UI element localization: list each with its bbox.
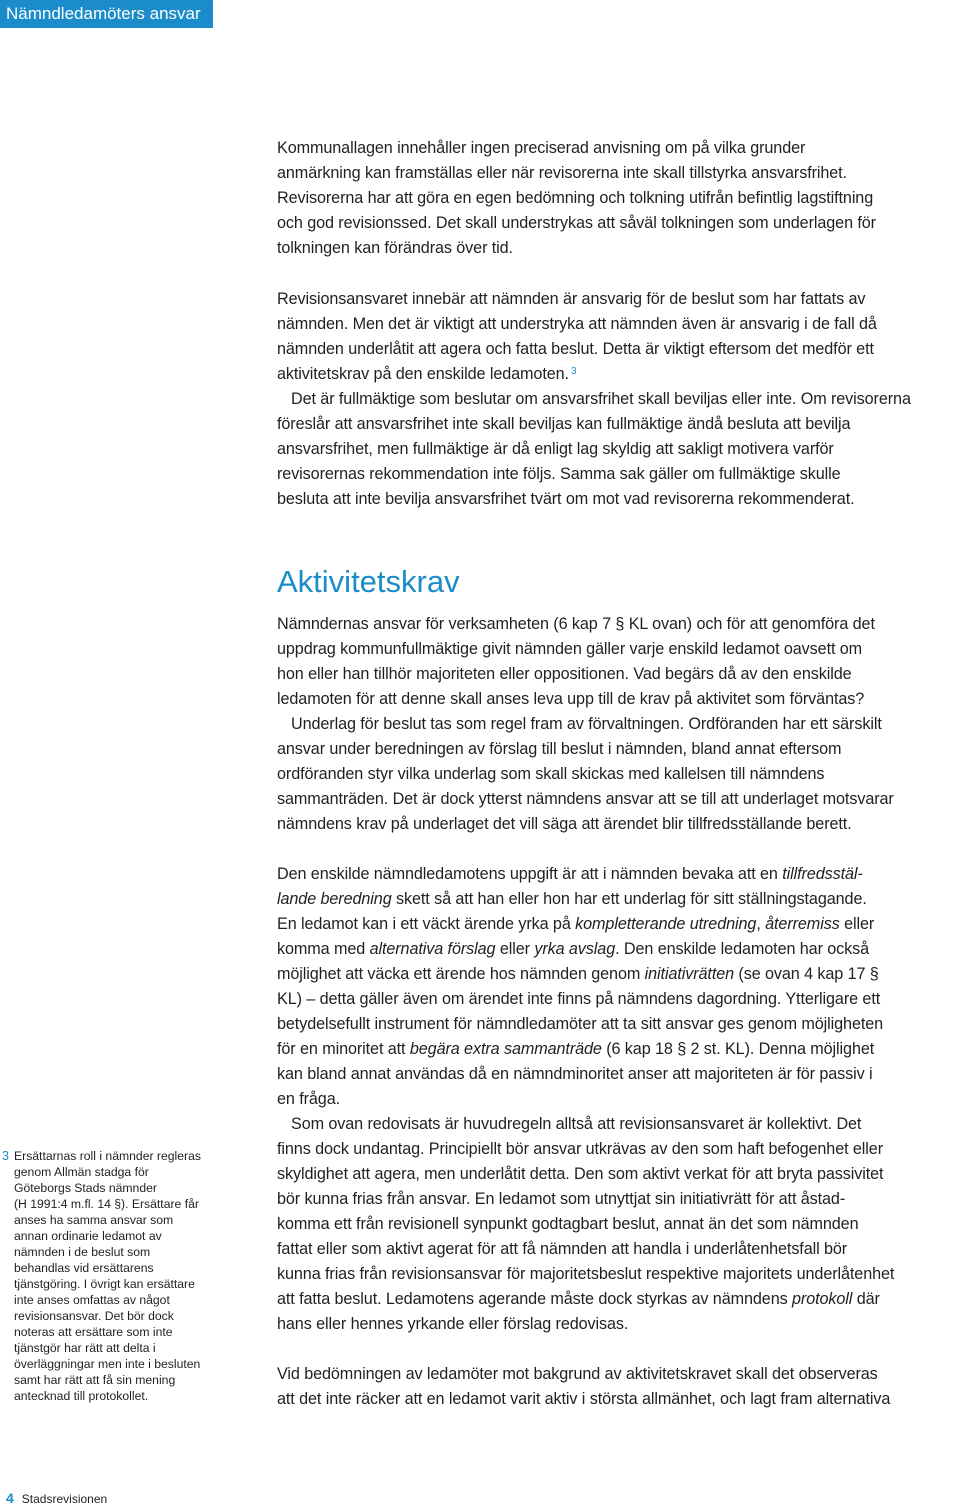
text-line: uppdrag kommunfullmäktige givit nämnden gäller varje enskild ledamot oavsett om <box>277 640 863 658</box>
text-line: nämnden. Men det är viktigt att understryka att nämnden även är ansvarig i de fall då <box>277 315 877 333</box>
text-emphasis: alternativa förslag <box>369 940 496 958</box>
text-segment: skett så att han eller hon har ett underlag för sitt ställningstagande. <box>391 890 867 908</box>
text-line <box>277 887 960 912</box>
text-line: ansvar under beredningen av förslag till beslut i nämnden, bland annat eftersom <box>277 740 842 758</box>
text-emphasis: begära extra sammanträde <box>409 1040 602 1058</box>
text-line: sammanträden. Det är dock ytterst nämndens ansvar att se till att underlaget motsvarar <box>277 790 894 808</box>
text-segment: En ledamot kan i ett väckt ärende yrka på <box>277 915 576 933</box>
publisher-name: Stadsrevisionen <box>21 1492 108 1506</box>
text-segment: (6 kap 18 § 2 st. KL). Denna möjlighet <box>601 1040 875 1058</box>
footnote-line: tjänstgöring. I övrigt kan ersättare <box>14 1277 195 1291</box>
footnote-line: annan ordinarie ledamot av <box>14 1229 162 1243</box>
text-line: Nämndernas ansvar för verksamheten (6 kap 7 § KL ovan) och för att genomföra det <box>277 615 875 633</box>
paragraph-ledamotens-uppgift <box>277 862 960 1337</box>
footnote-line: behandlas vid ersättarens <box>14 1261 154 1275</box>
text-line: bör kunna frias från ansvar. En ledamot som utnyttjat sin initiativrätt för att åstad- <box>277 1190 846 1208</box>
text-line: kan bland annat användas då en nämndminoritet anser att majoriteten är för passiv i <box>277 1065 873 1083</box>
text-line: besluta att inte bevilja ansvarsfrihet tvärt om mot vad revisorerna rekommenderat. <box>277 490 855 508</box>
text-line: Det är fullmäktige som beslutar om ansvarsfrihet skall beviljas eller inte. Om revisorerna <box>291 390 911 408</box>
text-line: en fråga. <box>277 1090 340 1108</box>
text-line: kunna frias från revisionsansvar för majoritetsbeslut respektive majoritets underlåtenhet <box>277 1265 895 1283</box>
footnote-line: (H 1991:4 m.fl. 14 §). Ersättare får <box>14 1197 199 1211</box>
text-line <box>277 362 960 387</box>
text-segment: . Den enskilde ledamoten har också <box>615 940 870 958</box>
footnote-line: revisionsansvar. Det bör dock <box>14 1309 174 1323</box>
text-line <box>277 912 960 937</box>
text-line: anmärkning kan framställas eller när revisorerna inte skall tillstyrka ansvarsfrihet. <box>277 164 847 182</box>
paragraph-intro <box>277 136 960 261</box>
text-line: komma ett från revisionell synpunkt godtagbart beslut, annat än det som nämnden <box>277 1215 859 1233</box>
footnote-line: Ersättarnas roll i nämnder regleras <box>14 1149 201 1163</box>
footnote-line: samt har rätt att få sin mening <box>14 1373 176 1387</box>
footnote-line: anses ha samma ansvar som <box>14 1213 174 1227</box>
footnote-line: genom Allmän stadga för <box>14 1165 149 1179</box>
footnote-line: överläggningar men inte i besluten <box>14 1357 201 1371</box>
footnote-line: Göteborgs Stads nämnder <box>14 1181 157 1195</box>
text-segment: komma med <box>277 940 370 958</box>
paragraph-bedomning <box>277 1362 960 1412</box>
text-line: Som ovan redovisats är huvudregeln alltså att revisionsansvaret är kollektivt. Det <box>291 1115 862 1133</box>
text-segment: för en minoritet att <box>277 1040 410 1058</box>
text-line: hans eller hennes yrkande eller förslag redovisas. <box>277 1315 629 1333</box>
text-line: nämnden underlåtit att agera och fatta beslut. Detta är viktigt eftersom det medför ett <box>277 340 874 358</box>
text-line: Underlag för beslut tas som regel fram av förvaltningen. Ordföranden har ett särskilt <box>291 715 882 733</box>
text-line: Revisorerna har att göra en egen bedömning och tolkning utifrån befintlig lagstiftning <box>277 189 874 207</box>
text-line: ledamoten för att denne skall anses leva upp till de krav på aktivitet som förväntas? <box>277 690 865 708</box>
text-line: fattat eller som aktivt agerat för att få nämnden att handla i underlåtenhetsfall bör <box>277 1240 848 1258</box>
text-line <box>277 1287 960 1312</box>
text-segment: aktivitetskrav på den enskilde ledamoten. <box>277 365 569 383</box>
footnote-line: tjänstgör har rätt att delta i <box>14 1341 156 1355</box>
text-emphasis: yrka avslag <box>534 940 616 958</box>
text-line <box>277 937 960 962</box>
text-emphasis: initiativrätten <box>644 965 735 983</box>
text-line: ansvarsfrihet, men fullmäktige är då enligt lag skyldig att sakligt motivera varför <box>277 440 834 458</box>
text-line: KL) – detta gäller även om ärendet inte finns på nämndens dagordning. Ytterligare ett <box>277 990 881 1008</box>
text-line <box>277 962 960 987</box>
text-emphasis: tillfredsstäl- <box>782 865 863 883</box>
text-line: och god revisionssed. Det skall understrykas att såväl tolkningen som underlagen för <box>277 214 876 232</box>
text-line: finns dock undantag. Principiellt bör ansvar utkrävas av den som haft befogenhet eller <box>277 1140 883 1158</box>
text-line: revisorernas rekommendation inte följs. Samma sak gäller om fullmäktige skulle <box>277 465 841 483</box>
text-line <box>277 1037 960 1062</box>
text-line <box>277 862 960 887</box>
footnote-line: nämnden i de beslut som <box>14 1245 151 1259</box>
footnote-line: antecknad till protokollet. <box>14 1389 149 1403</box>
text-line: Revisionsansvaret innebär att nämnden är ansvarig för de beslut som har fattats av <box>277 290 866 308</box>
text-line: tolkningen kan förändras över tid. <box>277 239 513 257</box>
footnote-line: inte anses omfattas av något <box>14 1293 170 1307</box>
text-line: att det inte räcker att en ledamot varit aktiv i största allmänhet, och lagt fram alternativa <box>277 1390 891 1408</box>
text-segment: att fatta beslut. Ledamotens agerande måste dock styrkas av nämndens <box>277 1290 792 1308</box>
text-line: ordföranden styr vilka underlag som skall skickas med kallelsen till nämndens <box>277 765 825 783</box>
text-segment: Den enskilde nämndledamotens uppgift är att i nämnden bevaka att en <box>277 865 783 883</box>
text-emphasis: kompletterande utredning <box>575 915 757 933</box>
text-line: skyldighet att agera, men underlåtit detta. Den som aktivt verkat för att bryta passivitet <box>277 1165 884 1183</box>
footnote-line: noteras att ersättare som inte <box>14 1325 173 1339</box>
section-heading: Aktivitetskrav <box>277 564 460 599</box>
page-footer <box>6 1489 107 1508</box>
footnote-reference[interactable]: 3 <box>570 366 577 377</box>
text-segment: , <box>756 915 766 933</box>
text-segment: (se ovan 4 kap 17 § <box>734 965 879 983</box>
page-number: 4 <box>6 1490 14 1506</box>
text-emphasis: återremiss <box>765 915 840 933</box>
text-segment: där <box>852 1290 880 1308</box>
paragraph-namndernas-ansvar <box>277 612 960 837</box>
text-line: betydelsefullt instrument för nämndledamöter att ta sitt ansvar ges genom möjligheten <box>277 1015 884 1033</box>
page-header: Nämndledamöters ansvar <box>0 0 213 28</box>
text-segment: eller <box>839 915 875 933</box>
footnote-number: 3 <box>2 1149 9 1163</box>
text-emphasis: lande beredning <box>277 890 392 908</box>
text-line: hon eller han tillhör majoriteten eller oppositionen. Vad begärs då av den enskilde <box>277 665 852 683</box>
footnote <box>0 1148 240 1404</box>
text-line: Vid bedömningen av ledamöter mot bakgrund av aktivitetskravet skall det observeras <box>277 1365 878 1383</box>
text-line: nämndens krav på underlaget det vill säga att ärendet blir tillfredsställande berett. <box>277 815 852 833</box>
text-segment: eller <box>495 940 535 958</box>
text-line: Kommunallagen innehåller ingen preciserad anvisning om på vilka grunder <box>277 139 806 157</box>
paragraph-revisionsansvar <box>277 287 960 512</box>
text-emphasis: protokoll <box>792 1290 853 1308</box>
text-line: föreslår att ansvarsfrihet inte skall beviljas kan fullmäktige ändå besluta att bevilja <box>277 415 851 433</box>
text-segment: möjlighet att väcka ett ärende hos nämnden genom <box>277 965 645 983</box>
